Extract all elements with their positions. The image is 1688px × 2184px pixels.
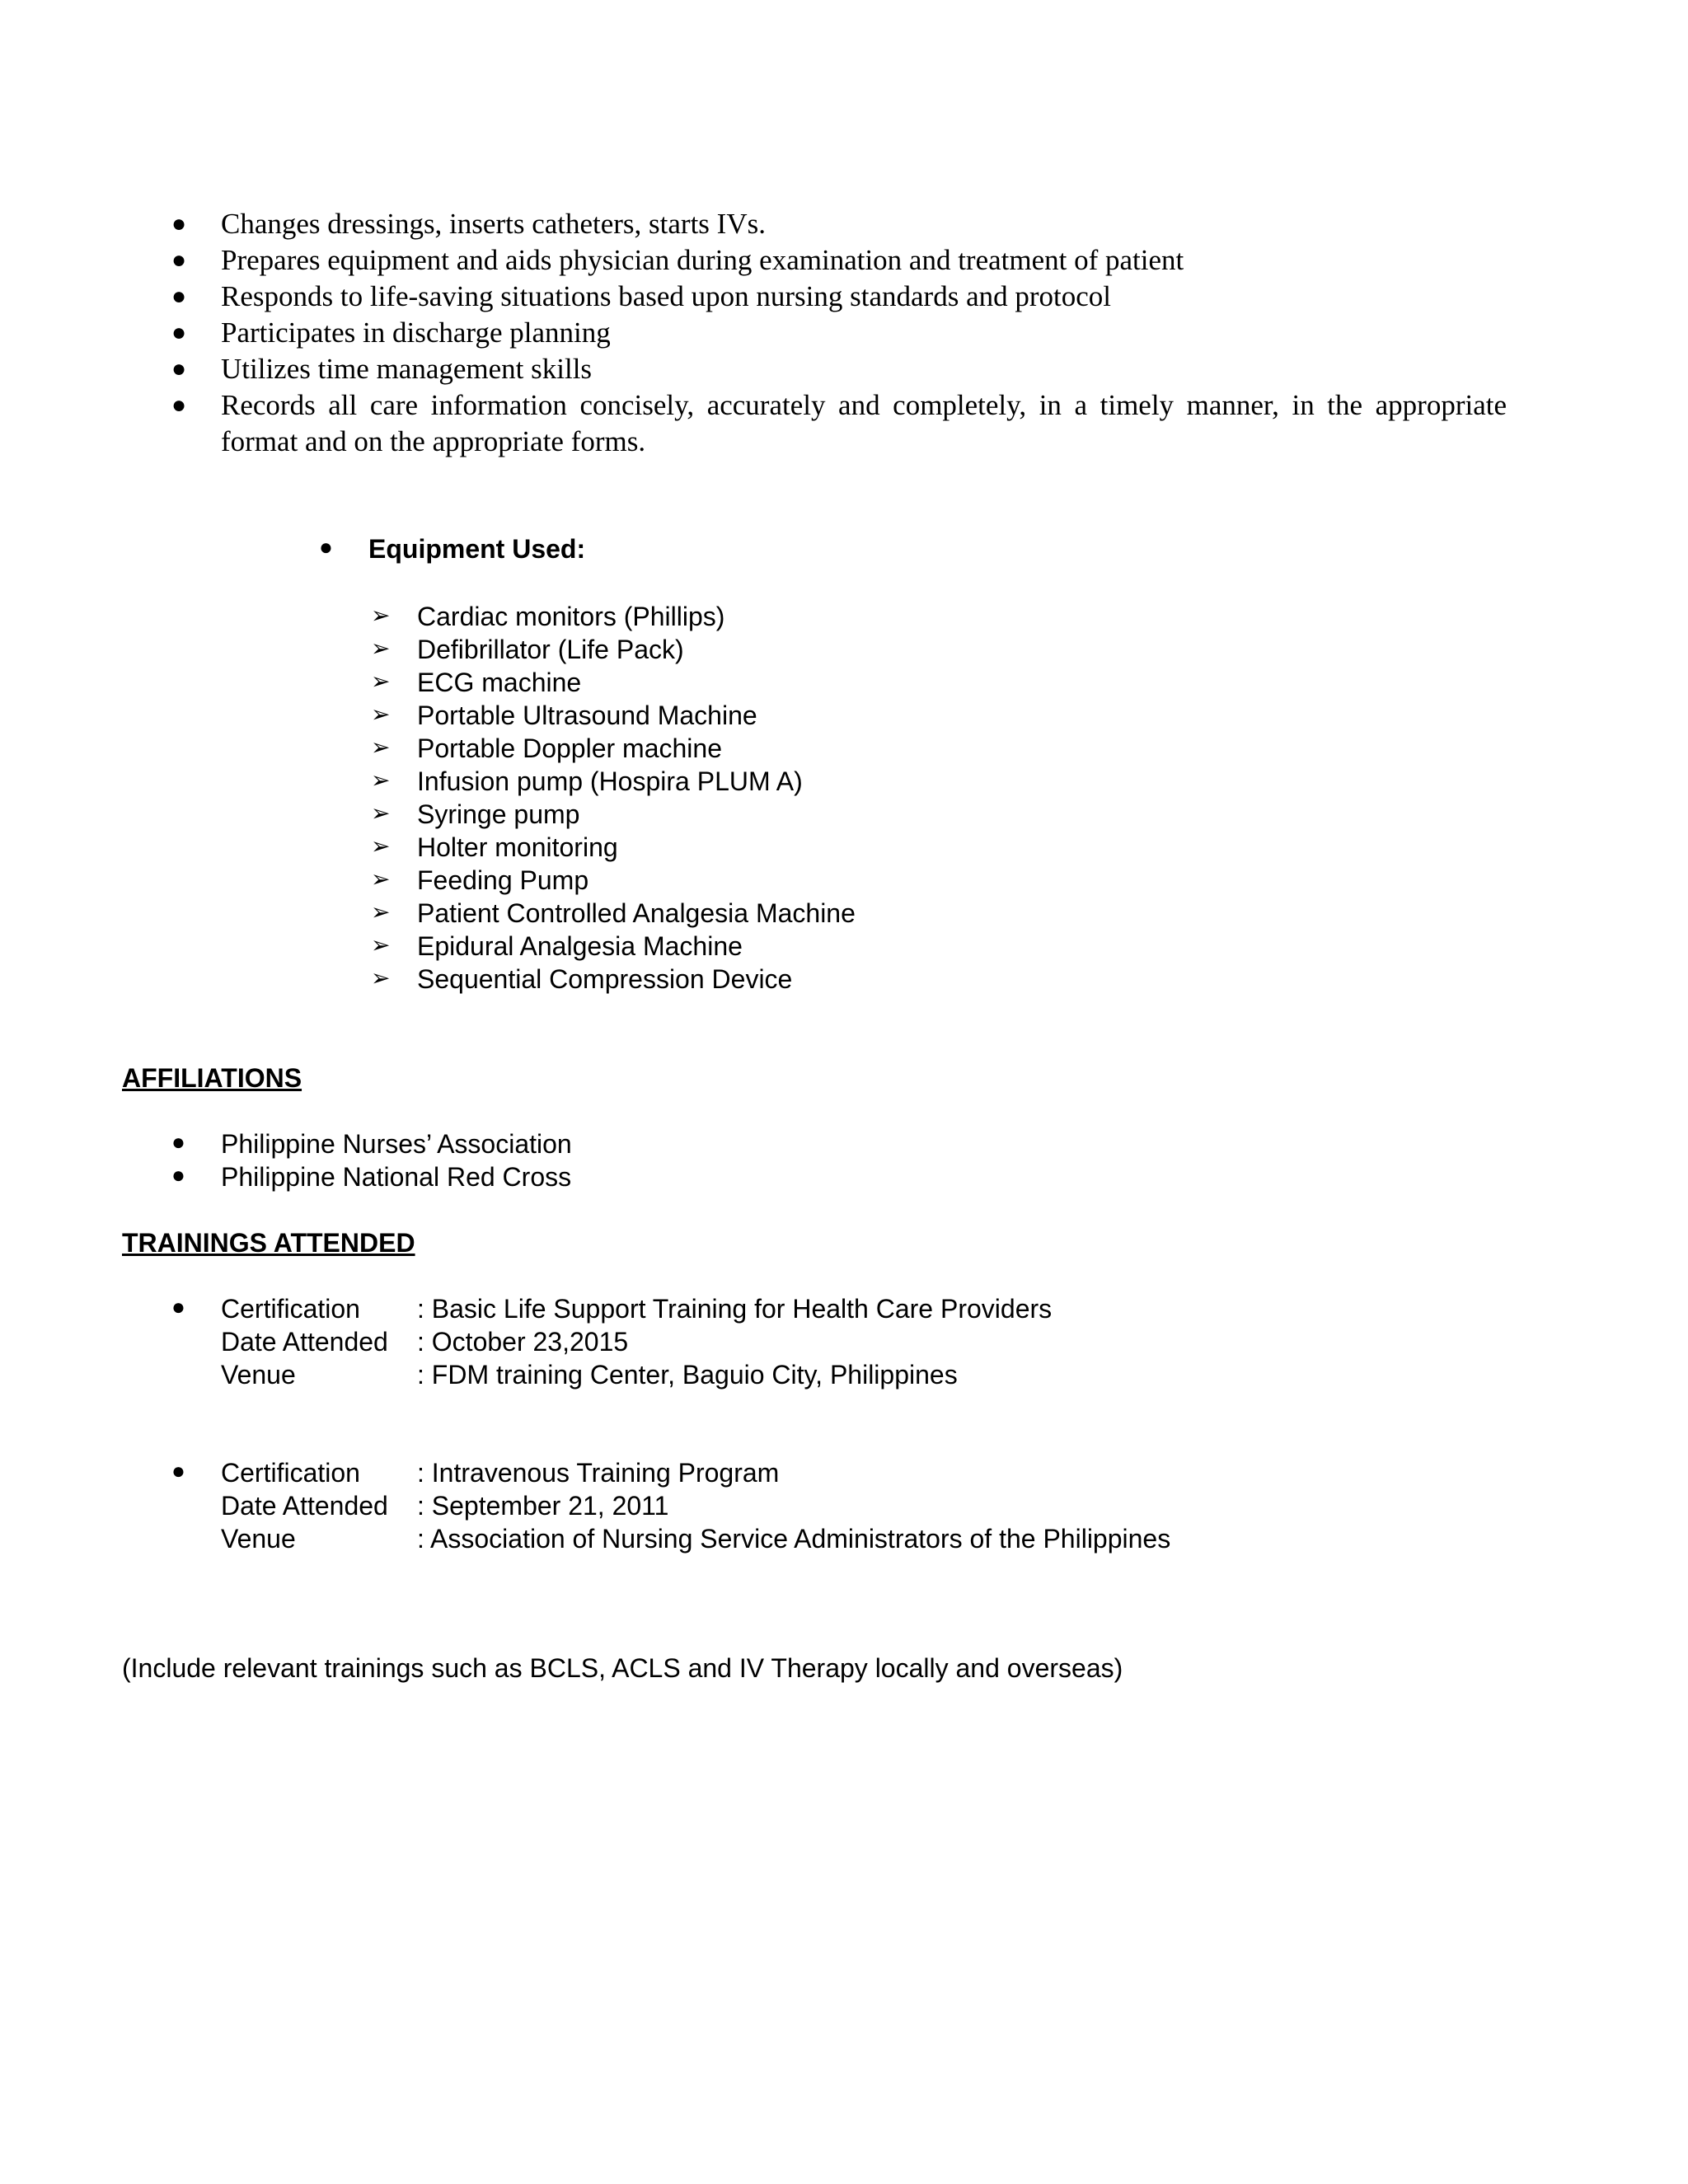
bullet-dot-icon: ●	[171, 210, 187, 237]
trainings-note: (Include relevant trainings such as BCLS, ACLS and IV Therapy locally and overseas)	[122, 1653, 1123, 1683]
list-item	[371, 799, 580, 830]
list-item	[371, 668, 582, 698]
equipment-text: Feeding Pump	[417, 865, 589, 895]
equipment-text: Defibrillator (Life Pack)	[417, 635, 684, 664]
venue-value: : FDM training Center, Baguio City, Philippines	[417, 1360, 958, 1390]
list-item	[171, 242, 1507, 279]
arrowhead-bullet-icon: ➢	[371, 899, 391, 925]
bullet-dot-icon: ●	[171, 391, 187, 419]
list-item	[371, 832, 618, 863]
arrowhead-bullet-icon: ➢	[371, 932, 391, 958]
date-label: Date Attended	[221, 1327, 388, 1357]
bullet-dot-icon: ●	[171, 355, 187, 382]
trainings-heading: TRAININGS ATTENDED	[122, 1228, 415, 1258]
list-item	[171, 1162, 572, 1193]
date-value: : September 21, 2011	[417, 1491, 669, 1521]
bullet-dot-icon: ●	[171, 319, 187, 346]
affiliation-text: Philippine Nurses’ Association	[221, 1129, 572, 1159]
training-entry	[171, 1458, 1375, 1557]
equipment-text: Portable Doppler machine	[417, 733, 722, 763]
arrowhead-bullet-icon: ➢	[371, 965, 391, 991]
affiliation-text: Philippine National Red Cross	[221, 1162, 572, 1192]
bullet-dot-icon: ●	[171, 1162, 185, 1188]
equipment-text: Portable Ultrasound Machine	[417, 701, 757, 730]
arrowhead-bullet-icon: ➢	[371, 767, 391, 793]
venue-label: Venue	[221, 1524, 296, 1554]
list-item	[171, 315, 1507, 351]
bullet-dot-icon: ●	[171, 283, 187, 310]
list-item	[171, 206, 1507, 242]
list-item	[171, 1129, 572, 1160]
arrowhead-bullet-icon: ➢	[371, 602, 391, 628]
arrowhead-bullet-icon: ➢	[371, 734, 391, 760]
arrowhead-bullet-icon: ➢	[371, 701, 391, 727]
equipment-heading	[319, 534, 586, 565]
duty-text: Changes dressings, inserts catheters, starts IVs.	[221, 208, 766, 240]
duty-text: Records all care information concisely, accurately and completely, in a timely manner, in the appropriate format and on the appropriate forms.	[221, 389, 1507, 457]
list-item	[371, 701, 757, 731]
arrowhead-bullet-icon: ➢	[371, 668, 391, 694]
list-item	[171, 387, 1507, 460]
arrowhead-bullet-icon: ➢	[371, 866, 391, 892]
list-item	[371, 635, 684, 665]
duty-text: Responds to life-saving situations based upon nursing standards and protocol	[221, 280, 1111, 312]
equipment-text: Holter monitoring	[417, 832, 618, 862]
equipment-text: Infusion pump (Hospira PLUM A)	[417, 766, 803, 796]
arrowhead-bullet-icon: ➢	[371, 800, 391, 826]
arrowhead-bullet-icon: ➢	[371, 635, 391, 661]
list-item	[371, 931, 743, 962]
bullet-dot-icon: ●	[171, 246, 187, 274]
venue-value: : Association of Nursing Service Administrators of the Philippines	[417, 1524, 1171, 1554]
venue-label: Venue	[221, 1360, 296, 1390]
certification-label: Certification	[221, 1294, 360, 1324]
list-item	[371, 898, 856, 929]
duty-text: Prepares equipment and aids physician during examination and treatment of patient	[221, 244, 1184, 276]
equipment-heading-text: Equipment Used:	[368, 534, 586, 564]
bullet-dot-icon: ●	[319, 534, 333, 560]
certification-value: : Basic Life Support Training for Health Care Providers	[417, 1294, 1053, 1324]
list-item	[371, 766, 803, 797]
equipment-text: Epidural Analgesia Machine	[417, 931, 743, 961]
arrowhead-bullet-icon: ➢	[371, 833, 391, 859]
certification-value: : Intravenous Training Program	[417, 1458, 780, 1488]
bullet-dot-icon: ●	[171, 1294, 185, 1319]
equipment-text: Syringe pump	[417, 799, 580, 829]
list-item	[171, 279, 1507, 315]
certification-label: Certification	[221, 1458, 360, 1488]
list-item	[371, 865, 589, 896]
affiliations-heading: AFFILIATIONS	[122, 1063, 302, 1093]
training-entry	[171, 1294, 1375, 1393]
list-item	[371, 964, 793, 995]
duty-text: Utilizes time management skills	[221, 353, 593, 385]
equipment-text: Sequential Compression Device	[417, 964, 793, 994]
list-item	[371, 602, 725, 632]
equipment-text: Cardiac monitors (Phillips)	[417, 602, 725, 631]
bullet-dot-icon: ●	[171, 1129, 185, 1155]
bullet-dot-icon: ●	[171, 1458, 185, 1483]
equipment-text: Patient Controlled Analgesia Machine	[417, 898, 856, 928]
date-value: : October 23,2015	[417, 1327, 629, 1357]
list-item	[371, 733, 722, 764]
list-item	[171, 351, 1507, 387]
equipment-text: ECG machine	[417, 668, 582, 697]
duty-text: Participates in discharge planning	[221, 316, 611, 349]
date-label: Date Attended	[221, 1491, 388, 1521]
